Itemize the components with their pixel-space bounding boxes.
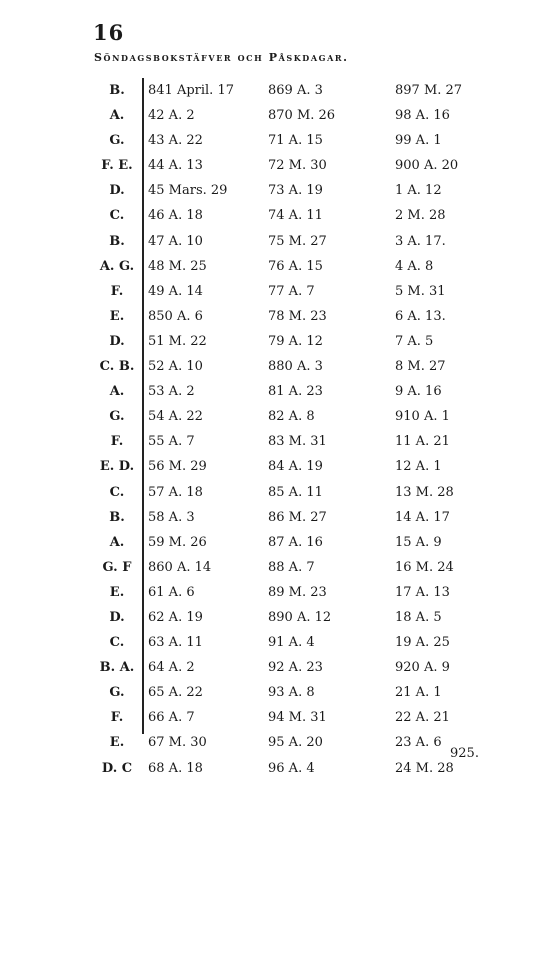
year-date-cell: 51 M. 22: [148, 333, 207, 349]
table-row: [0, 379, 560, 404]
year-date-cell: 93 A. 8: [268, 685, 315, 701]
easter-table: [0, 78, 560, 781]
year-date-cell: 89 M. 23: [268, 584, 327, 600]
sunday-letters-cell: B.: [109, 509, 125, 525]
table-row: [0, 655, 560, 680]
year-date-cell: 55 A. 7: [148, 434, 195, 450]
year-date-cell: 17 A. 13: [395, 584, 450, 600]
table-row: [0, 454, 560, 479]
year-date-cell: 91 A. 4: [268, 635, 315, 651]
year-date-cell: 18 A. 5: [395, 609, 442, 625]
year-date-cell: 3 A. 17.: [395, 233, 446, 249]
year-date-cell: 77 A. 7: [268, 283, 315, 299]
year-date-cell: 5 M. 31: [395, 283, 446, 299]
sunday-letters-cell: C.: [109, 208, 125, 224]
year-date-cell: 76 A. 15: [268, 258, 323, 274]
year-date-cell: 53 A. 2: [148, 384, 195, 400]
year-date-cell: 81 A. 23: [268, 384, 323, 400]
year-date-cell: 15 A. 9: [395, 534, 442, 550]
sunday-letters-cell: B.: [109, 83, 125, 98]
sunday-letters-cell: G.: [109, 409, 125, 425]
year-date-cell: 841 April. 17: [148, 83, 234, 98]
table-row: [0, 153, 560, 178]
year-date-cell: 79 A. 12: [268, 333, 323, 349]
year-date-cell: 910 A. 1: [395, 409, 450, 425]
sunday-letters-cell: D. C: [101, 760, 133, 776]
year-date-cell: 897 M. 27: [395, 83, 463, 98]
table-row: [0, 429, 560, 454]
year-date-cell: 72 M. 30: [268, 158, 327, 174]
sunday-letters-cell: G. F: [102, 559, 132, 575]
sunday-letters-cell: B.: [109, 233, 125, 249]
year-date-cell: 869 A. 3: [268, 83, 323, 98]
table-row: [0, 229, 560, 254]
sunday-letters-cell: C.: [109, 484, 125, 500]
table-row: [0, 78, 560, 103]
year-date-cell: 920 A. 9: [395, 660, 450, 676]
sunday-letters-cell: A.: [109, 384, 125, 400]
year-date-cell: 99 A. 1: [395, 133, 442, 149]
sunday-letters-cell: A. G.: [99, 258, 135, 274]
page-number: 16: [93, 20, 125, 45]
year-date-cell: 96 A. 4: [268, 760, 315, 776]
sunday-letters-cell: E.: [109, 735, 125, 751]
year-date-cell: 47 A. 10: [148, 233, 203, 249]
table-row: [0, 580, 560, 605]
year-date-cell: 71 A. 15: [268, 133, 323, 149]
year-date-cell: 14 A. 17: [395, 509, 450, 525]
year-date-cell: 23 A. 6: [395, 735, 442, 751]
year-date-cell: 1 A. 12: [395, 183, 442, 199]
year-date-cell: 870 M. 26: [268, 108, 336, 124]
year-date-cell: 8 M. 27: [395, 359, 446, 375]
year-date-cell: 61 A. 6: [148, 584, 195, 600]
year-date-cell: 87 A. 16: [268, 534, 323, 550]
sunday-letters-cell: D.: [109, 333, 125, 349]
sunday-letters-cell: F.: [110, 434, 124, 450]
year-date-cell: 83 M. 31: [268, 434, 327, 450]
sunday-letters-cell: E. D.: [99, 459, 135, 475]
table-row: [0, 705, 560, 730]
year-date-cell: 850 A. 6: [148, 308, 203, 324]
year-date-cell: 9 A. 16: [395, 384, 442, 400]
year-date-cell: 65 A. 22: [148, 685, 203, 701]
year-date-cell: 13 M. 28: [395, 484, 454, 500]
year-date-cell: 860 A. 14: [148, 559, 212, 575]
year-date-cell: 46 A. 18: [148, 208, 203, 224]
year-date-cell: 2 M. 28: [395, 208, 446, 224]
sunday-letters-cell: F.: [110, 283, 124, 299]
table-row: [0, 480, 560, 505]
table-row: [0, 505, 560, 530]
year-date-cell: 49 A. 14: [148, 283, 203, 299]
year-date-cell: 54 A. 22: [148, 409, 203, 425]
year-date-cell: 59 M. 26: [148, 534, 207, 550]
sunday-letters-cell: D.: [109, 609, 125, 625]
year-date-cell: 4 A. 8: [395, 258, 434, 274]
table-row: [0, 630, 560, 655]
table-row: [0, 128, 560, 153]
year-date-cell: 67 M. 30: [148, 735, 207, 751]
year-date-cell: 22 A. 21: [395, 710, 450, 726]
year-date-cell: 92 A. 23: [268, 660, 323, 676]
sunday-letters-cell: B. A.: [99, 660, 135, 676]
year-date-cell: 16 M. 24: [395, 559, 454, 575]
year-date-cell: 57 A. 18: [148, 484, 203, 500]
year-date-cell: 64 A. 2: [148, 660, 195, 676]
table-row: [0, 203, 560, 228]
year-date-cell: 82 A. 8: [268, 409, 315, 425]
year-date-cell: 62 A. 19: [148, 609, 203, 625]
year-date-cell: 44 A. 13: [148, 158, 203, 174]
year-date-cell: 6 A. 13.: [395, 308, 446, 324]
year-date-cell: 43 A. 22: [148, 133, 203, 149]
year-date-cell: 24 M. 28: [395, 760, 454, 776]
year-date-cell: 21 A. 1: [395, 685, 442, 701]
sunday-letters-cell: G.: [109, 685, 125, 701]
year-date-cell: 73 A. 19: [268, 183, 323, 199]
table-row: [0, 279, 560, 304]
year-date-cell: 890 A. 12: [268, 609, 332, 625]
year-date-cell: 66 A. 7: [148, 710, 195, 726]
year-date-cell: 48 M. 25: [148, 258, 207, 274]
year-date-cell: 95 A. 20: [268, 735, 323, 751]
table-row: [0, 530, 560, 555]
table-row: [0, 404, 560, 429]
sunday-letters-cell: C. B.: [99, 359, 135, 375]
year-date-cell: 58 A. 3: [148, 509, 195, 525]
sunday-letters-cell: G.: [109, 133, 125, 149]
year-date-cell: 45 Mars. 29: [148, 183, 228, 199]
sunday-letters-cell: A.: [109, 108, 125, 124]
table-row: [0, 680, 560, 705]
sunday-letters-cell: D.: [109, 183, 125, 199]
sunday-letters-cell: A.: [109, 534, 125, 550]
year-date-cell: 84 A. 19: [268, 459, 323, 475]
sunday-letters-cell: C.: [109, 635, 125, 651]
year-date-cell: 63 A. 11: [148, 635, 203, 651]
year-date-cell: 12 A. 1: [395, 459, 442, 475]
year-date-cell: 19 A. 25: [395, 635, 450, 651]
year-date-cell: 56 M. 29: [148, 459, 207, 475]
year-date-cell: 7 A. 5: [395, 333, 434, 349]
year-date-cell: 52 A. 10: [148, 359, 203, 375]
table-row: [0, 304, 560, 329]
year-date-cell: 68 A. 18: [148, 760, 203, 776]
year-date-cell: 85 A. 11: [268, 484, 323, 500]
table-row: [0, 178, 560, 203]
year-date-cell: 94 M. 31: [268, 710, 327, 726]
table-row: [0, 329, 560, 354]
year-date-cell: 880 A. 3: [268, 359, 323, 375]
table-row: [0, 354, 560, 379]
year-date-cell: 86 M. 27: [268, 509, 327, 525]
sunday-letters-cell: E.: [109, 584, 125, 600]
year-date-cell: 11 A. 21: [395, 434, 450, 450]
sunday-letters-cell: F. E.: [101, 158, 133, 174]
year-date-cell: 78 M. 23: [268, 308, 327, 324]
running-title: Söndagsbokstäfver och Påskdagar.: [94, 51, 349, 64]
year-date-cell: 42 A. 2: [148, 108, 195, 124]
year-date-cell: 75 M. 27: [268, 233, 327, 249]
sunday-letters-cell: E.: [109, 308, 125, 324]
catchword: 925.: [450, 746, 479, 761]
table-row: [0, 605, 560, 630]
table-row: [0, 555, 560, 580]
year-date-cell: 74 A. 11: [268, 208, 323, 224]
year-date-cell: 900 A. 20: [395, 158, 459, 174]
year-date-cell: 88 A. 7: [268, 559, 315, 575]
table-row: [0, 254, 560, 279]
year-date-cell: 98 A. 16: [395, 108, 450, 124]
table-row: [0, 103, 560, 128]
sunday-letters-cell: F.: [110, 710, 124, 726]
